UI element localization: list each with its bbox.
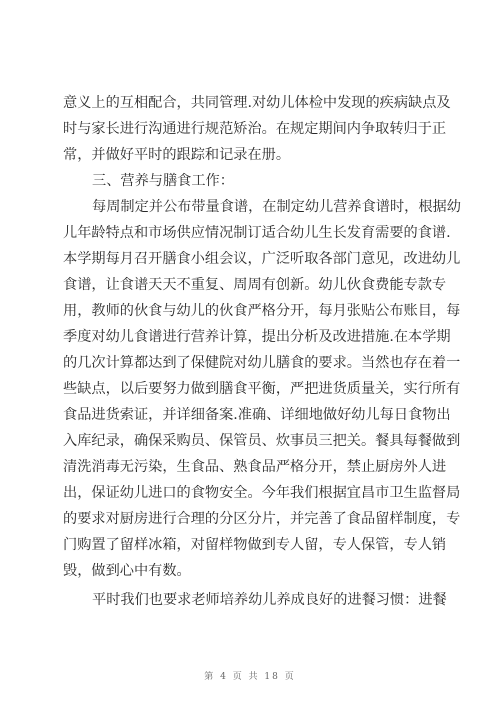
paragraph-line: 食谱，让食谱天天不重复、周周有创新。幼儿伙食费能专款专 [63, 277, 447, 293]
page-number-footer: 第 4 页 共 18 页 [204, 672, 296, 682]
paragraph-line: 季度对幼儿食谱进行营养计算，提出分析及改进措施.在本学期 [63, 329, 451, 345]
paragraph-line: 入库纪录，确保采购员、保管员、炊事员三把关。餐具每餐做到 [63, 433, 461, 449]
paragraph-line: 平时我们也要求老师培养幼儿养成良好的进餐习惯：进餐 [92, 592, 447, 608]
section-heading: 三、营养与膳食工作： [92, 173, 234, 189]
paragraph-line: 的几次计算都达到了保健院对幼儿膳食的要求。当然也存在着一 [63, 355, 461, 371]
paragraph-line: 儿年龄特点和市场供应情况制订适合幼儿生长发育需要的食谱. [63, 225, 451, 241]
paragraph-line: 清洗消毒无污染，生食品、熟食品严格分开，禁止厨房外人进 [63, 459, 447, 475]
paragraph-line: 时与家长进行沟通进行规范矫治。在规定期间内争取转归于正 [63, 121, 447, 137]
paragraph-line: 意义上的互相配合，共同管理.对幼儿体检中发现的疾病缺点及 [63, 95, 451, 111]
paragraph-line: 本学期每月召开膳食小组会议，广泛听取各部门意见，改进幼儿 [63, 251, 461, 267]
paragraph-line: 的要求对厨房进行合理的分区分片，并完善了食品留样制度，专 [63, 511, 461, 527]
paragraph-line: 些缺点，以后要努力做到膳食平衡，严把进货质量关，实行所有 [63, 381, 461, 397]
paragraph-line: 门购置了留样冰箱，对留样物做到专人留，专人保管，专人销 [63, 537, 447, 553]
paragraph-line: 毁，做到心中有数。 [63, 563, 191, 579]
paragraph-line: 食品进货索证，并详细备案.准确、详细地做好幼儿每日食物出 [63, 407, 451, 423]
paragraph-line: 用，教师的伙食与幼儿的伙食严格分开，每月张贴公布账目，每 [63, 303, 461, 319]
paragraph-line: 出，保证幼儿进口的食物安全。今年我们根据宜昌市卫生监督局 [63, 485, 461, 501]
paragraph-line: 常，并做好平时的跟踪和记录在册。 [63, 147, 291, 163]
paragraph-line: 每周制定并公布带量食谱，在制定幼儿营养食谱时，根据幼 [92, 199, 461, 215]
